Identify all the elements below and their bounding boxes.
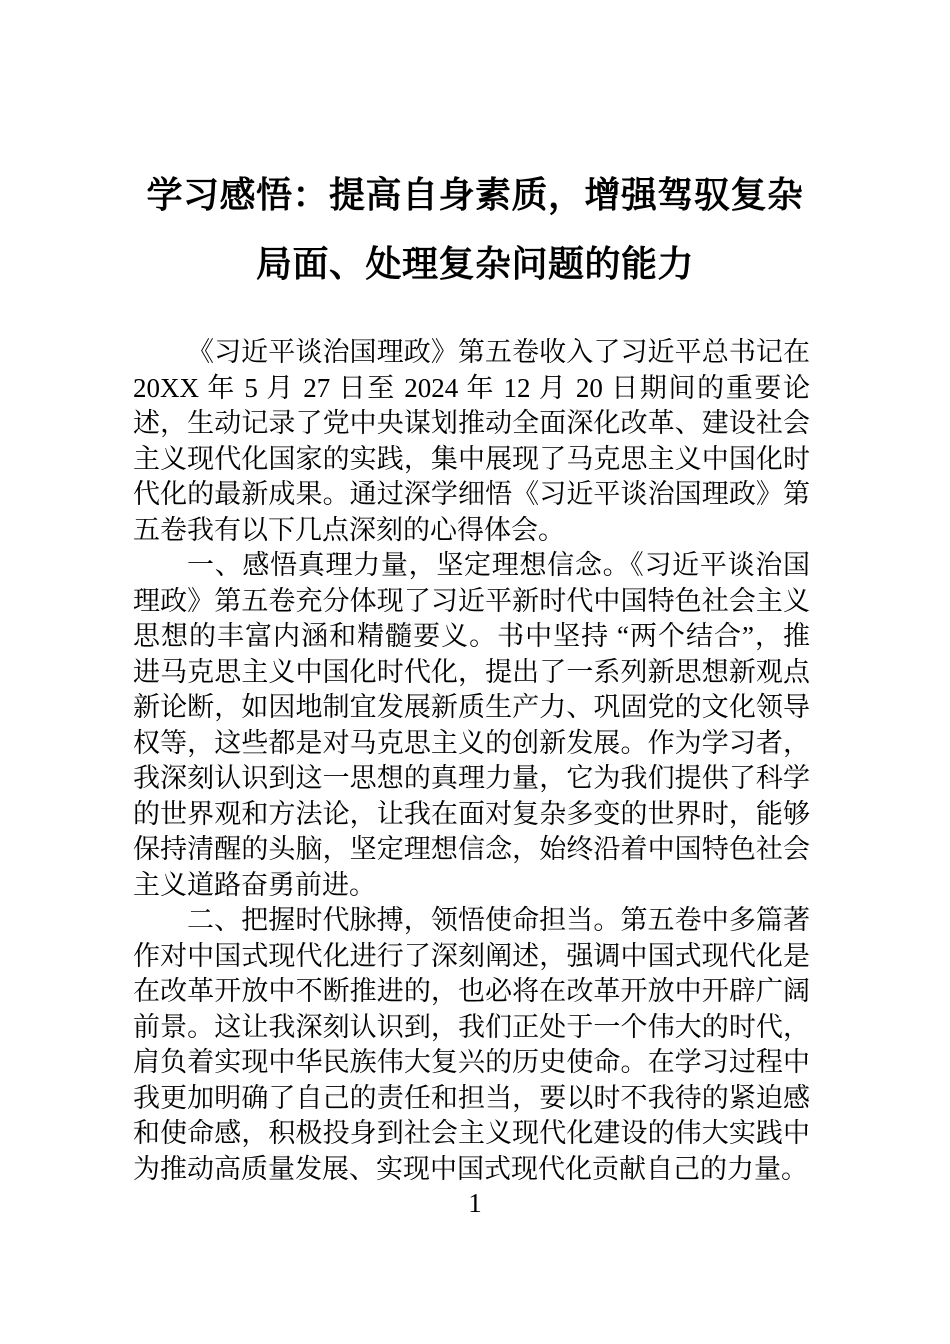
document-title-line-1: 学习感悟：提高自身素质，增强驾驭复杂	[146, 174, 804, 215]
document-title-line-2: 局面、处理复杂问题的能力	[255, 243, 694, 284]
document-title	[0, 160, 950, 298]
paragraph-point-two: 二、把握时代脉搏，领悟使命担当。第五卷中多篇著作对中国式现代化进行了深刻阐述，强调中国式现代化是在改革开放中不断推进的，也必将在改革开放中开辟广阔前景。这让我深刻认识到，我们正处于一个伟大的时代，肩负着实现中华民族伟大复兴的历史使命。在学习过程中我更加明确了自己的责任和担当，要以时不我待的紧迫感和使命感，积极投身到社会主义现代化建设的伟大实践中为推动高质量发展、实现中国式现代化贡献自己的力量。	[133, 905, 810, 1184]
paragraph-point-one: 一、感悟真理力量，坚定理想信念。《习近平谈治国理政》第五卷充分体现了习近平新时代中国特色社会主义思想的丰富内涵和精髓要义。书中坚持 “两个结合”，推进马克思主义中国化时代化，提出了一系列新思想新观点新论断，如因地制宜发展新质生产力、巩固党的文化领导权等，这些都是对马克思主义的创新发展。作为学习者，我深刻认识到这一思想的真理力量，它为我们提供了科学的世界观和方法论，让我在面对复杂多变的世界时，能够保持清醒的头脑，坚定理想信念，始终沿着中国特色社会主义道路奋勇前进。	[133, 550, 810, 900]
document-body	[133, 335, 810, 1187]
paragraph-intro: 《习近平谈治国理政》第五卷收入了习近平总书记在 20XX 年 5 月 27 日至 2024 年 12 月 20 日期间的重要论述，生动记录了党中央谋划推动全面深化改革、建设社会主义现代化国家的实践，集中展现了马克思主义中国化时代化的最新成果。通过深学细悟《习近平谈治国理政》第五卷我有以下几点深刻的心得体会。	[133, 337, 810, 545]
page-number: 1	[468, 1188, 482, 1218]
